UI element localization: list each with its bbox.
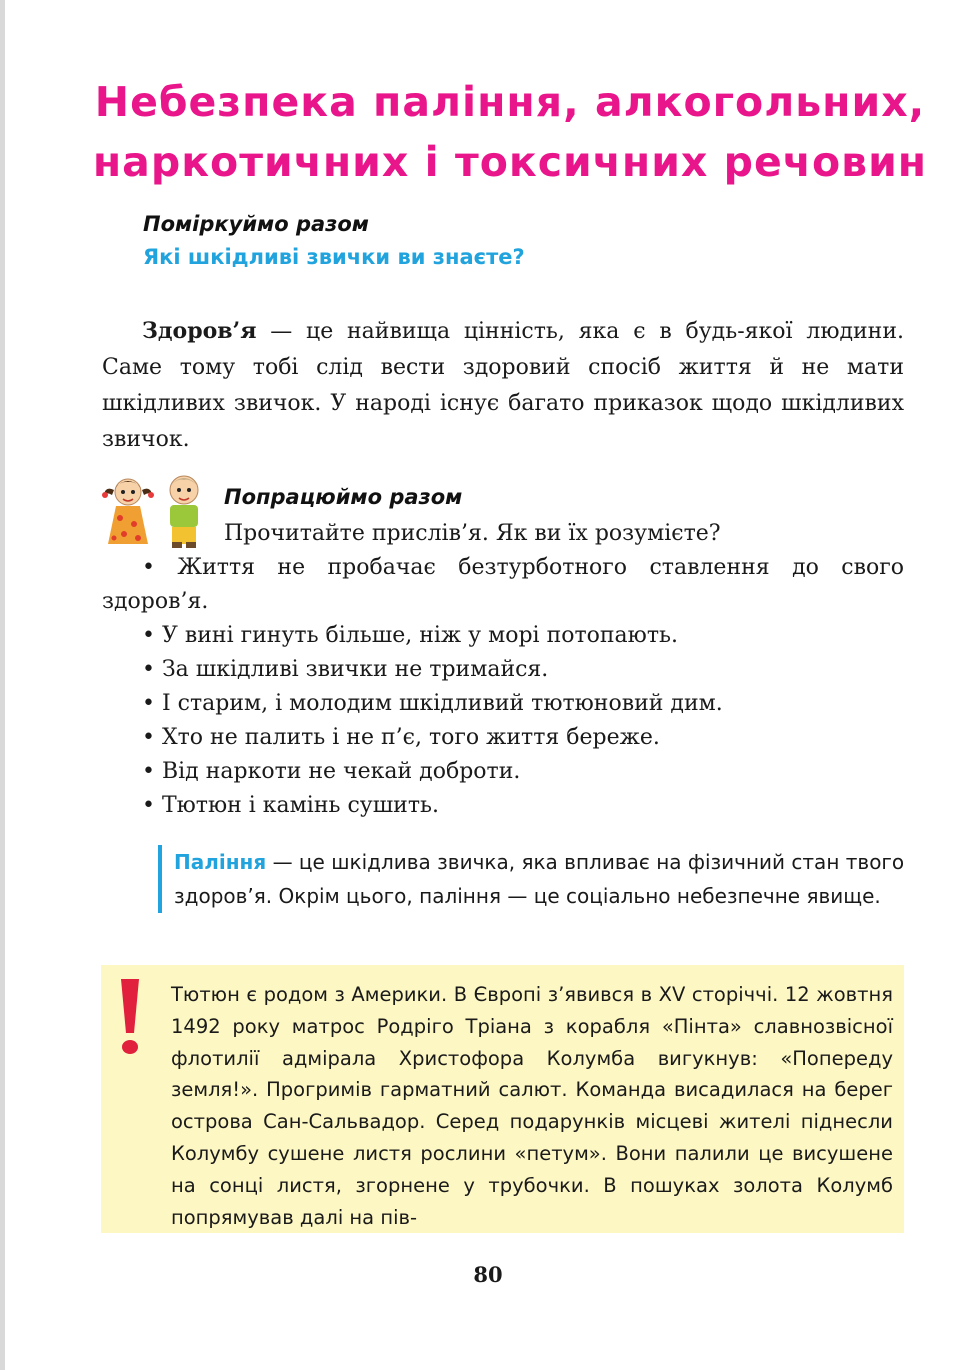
- list-item: • За шкідливі звички не тримайся.: [142, 657, 549, 682]
- page-title: [60, 72, 960, 192]
- list-item: • У вині гинуть більше, ніж у морі потопають.: [142, 623, 678, 648]
- exclamation-icon: [115, 977, 145, 1057]
- think-together-question: Які шкідливі звички ви знаєте?: [143, 245, 525, 269]
- page-edge: [0, 0, 5, 1370]
- think-together-heading: Поміркуймо разом: [143, 212, 369, 236]
- intro-paragraph: [102, 313, 904, 458]
- definition-text: — це шкідлива звичка, яка впливає на фізичний стан твого здоров’я. Окрім цього, паління — це соціально небезпечне явище.: [174, 850, 905, 908]
- kids-illustration-icon: [102, 472, 217, 550]
- definition-block: [158, 845, 914, 913]
- definition-term: Паління: [174, 850, 267, 874]
- page-title-line-1: Небезпека паління, алкогольних,: [94, 78, 926, 126]
- proverbs-list: [102, 551, 904, 823]
- info-note-box: [101, 965, 904, 1233]
- list-item: • І старим, і молодим шкідливий тютюновий дим.: [142, 691, 723, 716]
- list-item: • Хто не палить і не п’є, того життя береже.: [142, 725, 660, 750]
- list-item: • Тютюн і камінь сушить.: [142, 793, 439, 818]
- work-together-heading: Попрацюймо разом: [224, 485, 463, 509]
- work-together-task: Прочитайте прислів’я. Як ви їх розумієте?: [224, 521, 721, 546]
- info-note-text: Тютюн є родом з Америки. В Європі з’явився в XV сторіччі. 12 жовтня 1492 року матрос Родріго Тріана з корабля «Пінта» славнозвісної флотилії адмірала Христофора Колумба вигукнув: «Попереду земля!». Прогримів гарматний салют. Команда висадилася на берег острова Сан-Сальвадор. Серед подарунків місцеві жителі піднесли Колумбу сушене листя рослини «петум». Вони палили це висушене на сонці листя, згорнене у трубочки. В пошуках золота Колумб попрямував далі на пів-: [171, 983, 893, 1229]
- list-item: • Життя не пробачає безтурботного ставлення до свого здоров’я.: [102, 555, 904, 614]
- page-title-line-2: наркотичних і токсичних речовин: [92, 138, 928, 186]
- intro-text: — це найвища цінність, яка є в будь-якої людини. Саме тому тобі слід вести здоровий спосіб життя й не мати шкідливих звичок. У народі існує багато приказок щодо шкідливих звичок.: [102, 319, 904, 452]
- list-item: • Від наркоти не чекай доброти.: [142, 759, 521, 784]
- page-number: 80: [473, 1262, 503, 1287]
- intro-term: Здоров’я: [142, 318, 257, 344]
